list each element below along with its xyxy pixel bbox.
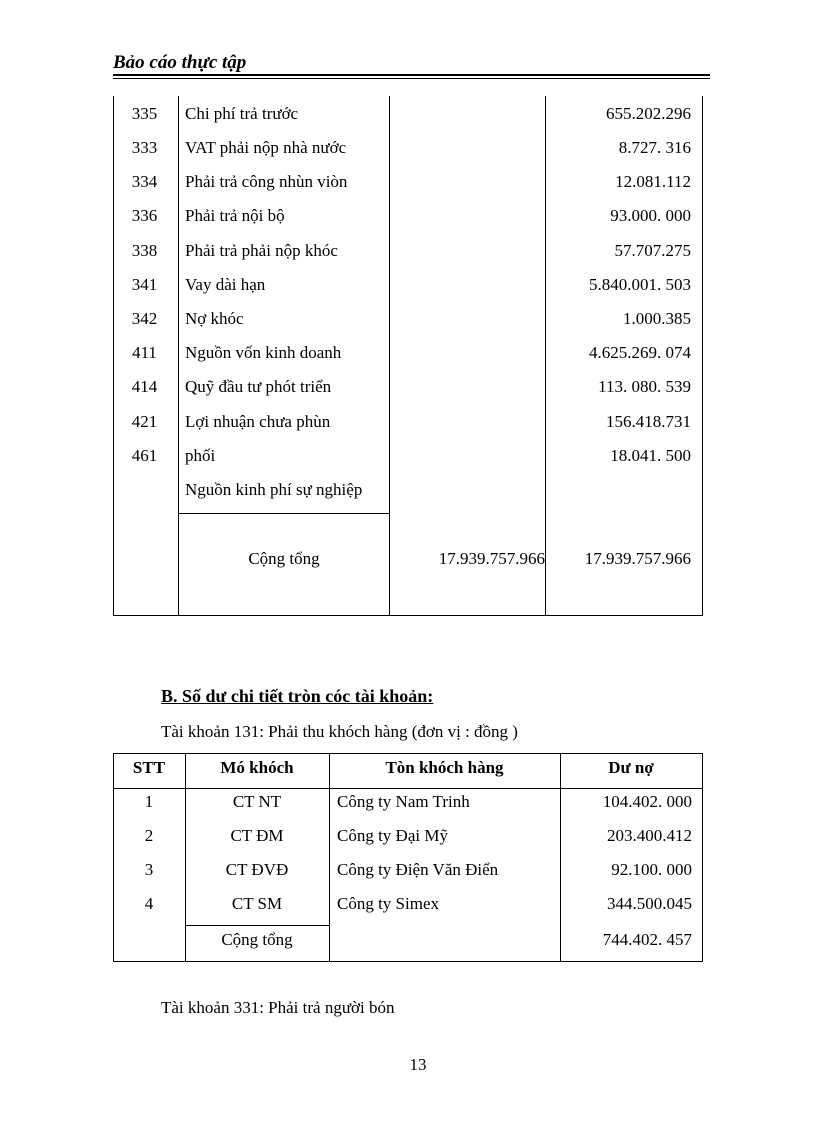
customer-balance: 92.100. 000	[611, 860, 692, 879]
table-divider	[178, 96, 179, 616]
table-divider	[178, 513, 390, 514]
account-amount: 1.000.385	[623, 309, 691, 328]
account-name: Nguồn kinh phí sự nghiệp	[185, 480, 363, 499]
table-header-rule	[113, 788, 703, 789]
account-331-caption: Tài khoản 331: Phải trả người bón	[161, 998, 395, 1017]
account-code: 421	[131, 412, 158, 431]
section-heading: B. Số dư chi tiết tròn cóc tài khoản:	[161, 686, 434, 706]
account-name: Phải trả phải nộp khóc	[185, 241, 338, 260]
account-name: Nguồn vốn kinh doanh	[185, 343, 342, 362]
account-name: Phải trả nội bộ	[185, 206, 285, 225]
column-header-stt: STT	[132, 758, 166, 777]
account-name: Vay dài hạn	[185, 275, 266, 294]
table-border-bottom	[113, 615, 703, 616]
report-title: Bảo cáo thực tập	[113, 52, 247, 73]
header-rule-thick	[113, 74, 710, 76]
page-number: 13	[409, 1055, 427, 1074]
account-code: 461	[131, 446, 158, 465]
customer-name: Công ty Simex	[337, 894, 440, 913]
total-balance: 744.402. 457	[602, 930, 692, 949]
customer-name: Công ty Đại Mỹ	[337, 826, 448, 845]
account-amount: 8.727. 316	[618, 138, 691, 157]
account-amount: 4.625.269. 074	[589, 343, 691, 362]
table-border-top	[113, 753, 703, 754]
table-border-right	[702, 753, 703, 962]
account-name: Phải trả công nhùn viòn	[185, 172, 348, 191]
account-amount: 12.081.112	[615, 172, 691, 191]
account-code: 335	[131, 104, 158, 123]
balance-table	[113, 96, 703, 616]
account-code: 414	[131, 377, 158, 396]
account-code: 341	[131, 275, 158, 294]
receivables-table	[113, 753, 703, 962]
customer-balance: 104.402. 000	[602, 792, 692, 811]
customer-name: Công ty Điện Văn Điển	[337, 860, 499, 879]
table-border-right	[702, 96, 703, 616]
column-header-balance: Dư nợ	[608, 758, 654, 777]
customer-name: Công ty Nam Trinh	[337, 792, 470, 811]
customer-balance: 203.400.412	[607, 826, 692, 845]
account-131-caption: Tài khoản 131: Phải thu khóch hàng (đơn vị : đồng )	[161, 722, 518, 741]
account-name: Lợi nhuận chưa phùn	[185, 412, 331, 431]
account-amount: 655.202.296	[606, 104, 691, 123]
row-stt: 4	[144, 894, 154, 913]
customer-code: CT SM	[231, 894, 283, 913]
table-divider	[185, 925, 329, 926]
account-name: phối	[185, 446, 216, 465]
customer-balance: 344.500.045	[607, 894, 692, 913]
account-name: Nợ khóc	[185, 309, 244, 328]
row-stt: 2	[144, 826, 154, 845]
account-amount: 18.041. 500	[610, 446, 691, 465]
account-code: 342	[131, 309, 158, 328]
total-label: Cộng tổng	[221, 930, 293, 949]
account-code: 338	[131, 241, 158, 260]
total-credit: 17.939.757.966	[584, 549, 691, 568]
column-header-code: Mó khóch	[220, 758, 294, 777]
total-debit: 17.939.757.966	[438, 549, 545, 568]
account-name: Chi phí trả trước	[185, 104, 299, 123]
account-code: 336	[131, 206, 158, 225]
account-amount: 5.840.001. 503	[589, 275, 691, 294]
table-divider	[389, 96, 390, 616]
column-header-name: Tòn khóch hàng	[385, 758, 504, 777]
account-amount: 57.707.275	[614, 241, 691, 260]
account-amount: 113. 080. 539	[598, 377, 691, 396]
table-border-bottom	[113, 961, 703, 962]
account-amount: 156.418.731	[606, 412, 691, 431]
row-stt: 3	[144, 860, 154, 879]
account-name: VAT phải nộp nhà nước	[185, 138, 347, 157]
table-divider	[329, 753, 330, 962]
row-stt: 1	[144, 792, 154, 811]
customer-code: CT ĐVĐ	[225, 860, 289, 879]
total-label: Cộng tổng	[248, 549, 320, 568]
account-code: 333	[131, 138, 158, 157]
account-name: Quỹ đầu tư phót triển	[185, 377, 332, 396]
header-rule-thin	[113, 78, 710, 79]
account-amount: 93.000. 000	[610, 206, 691, 225]
account-code: 411	[132, 343, 157, 362]
table-border-left	[113, 753, 114, 962]
account-code: 334	[131, 172, 158, 191]
customer-code: CT ĐM	[230, 826, 284, 845]
customer-code: CT NT	[232, 792, 282, 811]
